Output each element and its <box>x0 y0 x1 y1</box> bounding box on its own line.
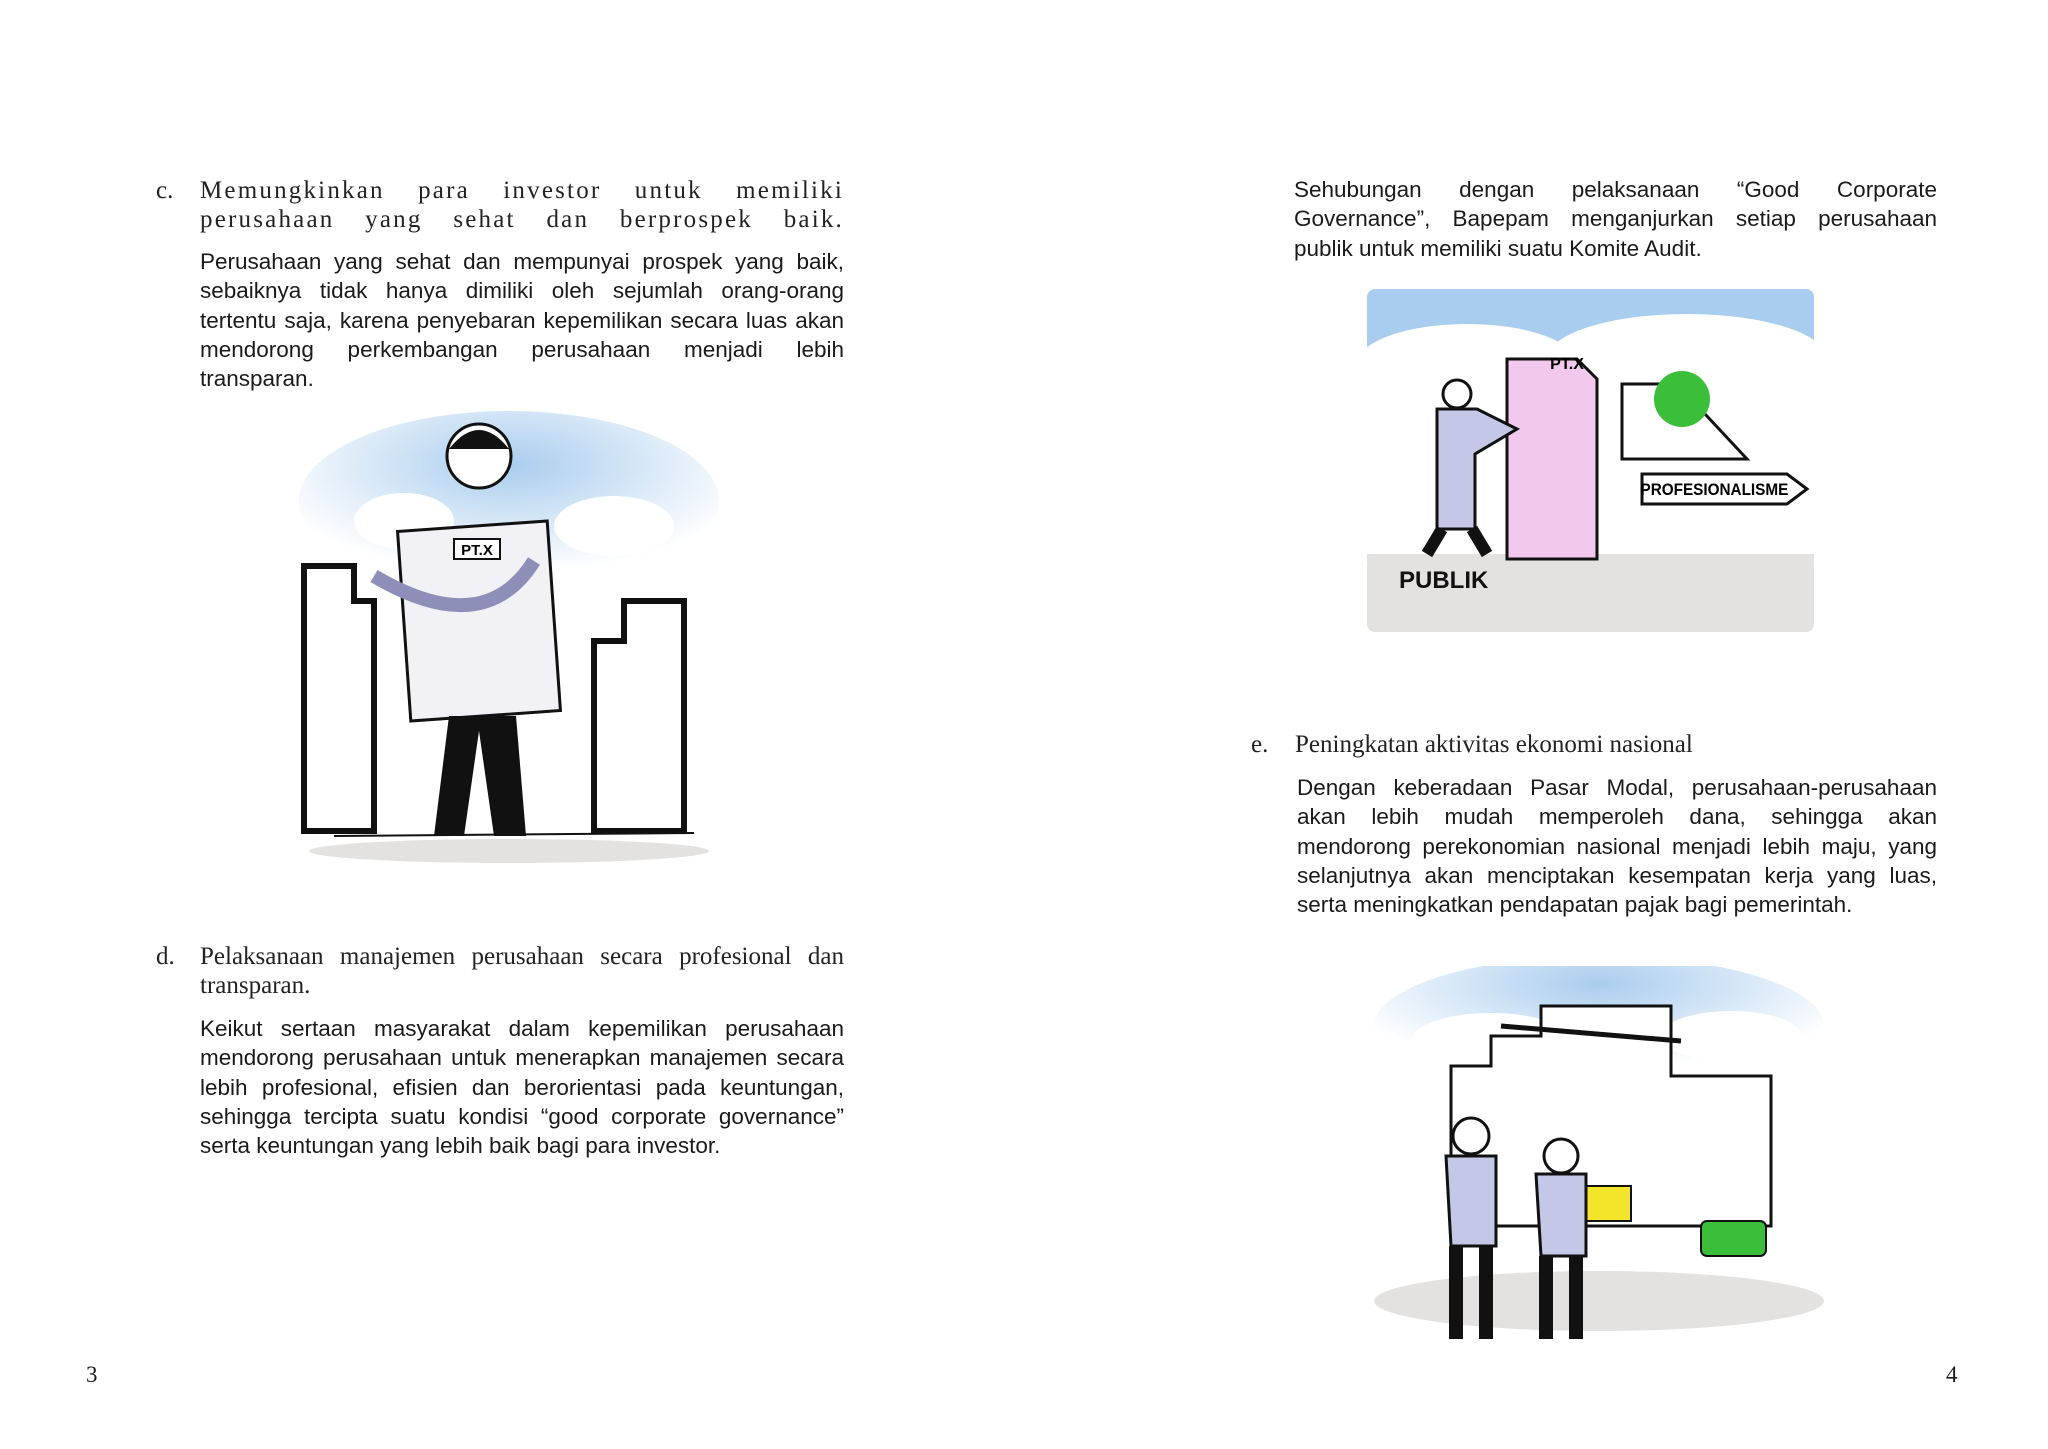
illustration-public-pushing-company <box>1367 289 1814 632</box>
page-number-left: 3 <box>86 1362 98 1387</box>
section-e-heading <box>1251 730 1938 759</box>
section-d-heading <box>156 942 844 1000</box>
page-number-right: 4 <box>1946 1362 1958 1387</box>
section-c-label: c. <box>156 177 174 204</box>
illustration-construction-workers <box>1371 966 1828 1339</box>
section-c-heading <box>156 176 844 234</box>
section-e-label: e. <box>1251 731 1269 758</box>
section-c-heading-text: Memungkinkan para investor untuk memiliki perusahaan yang sehat dan berprospek baik. <box>200 177 844 233</box>
pt-x-sign: PT.X <box>461 542 493 559</box>
section-d-body: Keikut sertaan masyarakat dalam kepemilikan perusahaan mendorong perusahaan untuk menerapkan manajemen secara lebih profesional, efisien dan berorientasi pada keuntungan, sehingga tercipta suatu kondisi “good corporate governance” serta keuntungan yang lebih baik bagi para investor. <box>200 1016 844 1159</box>
section-e-body: Dengan keberadaan Pasar Modal, perusahaan-perusahaan akan lebih mudah memperoleh dana, sehingga akan mendorong perekonomian nasional menjadi lebih maju, yang selanjutnya akan menciptakan kesempatan kerja yang luas, serta meningkatkan pendapatan pajak bagi pemerintah. <box>1297 775 1937 918</box>
section-e-heading-text: Peningkatan aktivitas ekonomi nasional <box>1295 731 1693 758</box>
audit-committee-intro: Sehubungan dengan pelaksanaan “Good Corporate Governance”, Bapepam menganjurkan setiap perusahaan publik untuk memiliki suatu Komite Audit. <box>1294 177 1937 261</box>
audit-pt-x-sign: PT.X <box>1550 356 1584 373</box>
profesionalisme-sign: PROFESIONALISME <box>1640 480 1789 500</box>
section-d-label: d. <box>156 943 175 970</box>
section-d-heading-text: Pelaksanaan manajemen perusahaan secara profesional dan transparan. <box>200 943 844 999</box>
section-c-body: Perusahaan yang sehat dan mempunyai prospek yang baik, sebaiknya tidak hanya dimiliki oleh sejumlah orang-orang tertentu saja, karena penyebaran kepemilikan secara luas akan mendorong perkembangan perusahaan menjadi lebih transparan. <box>200 249 844 392</box>
illustration-investor-hugging-company <box>294 411 725 868</box>
publik-label: PUBLIK <box>1399 567 1489 594</box>
